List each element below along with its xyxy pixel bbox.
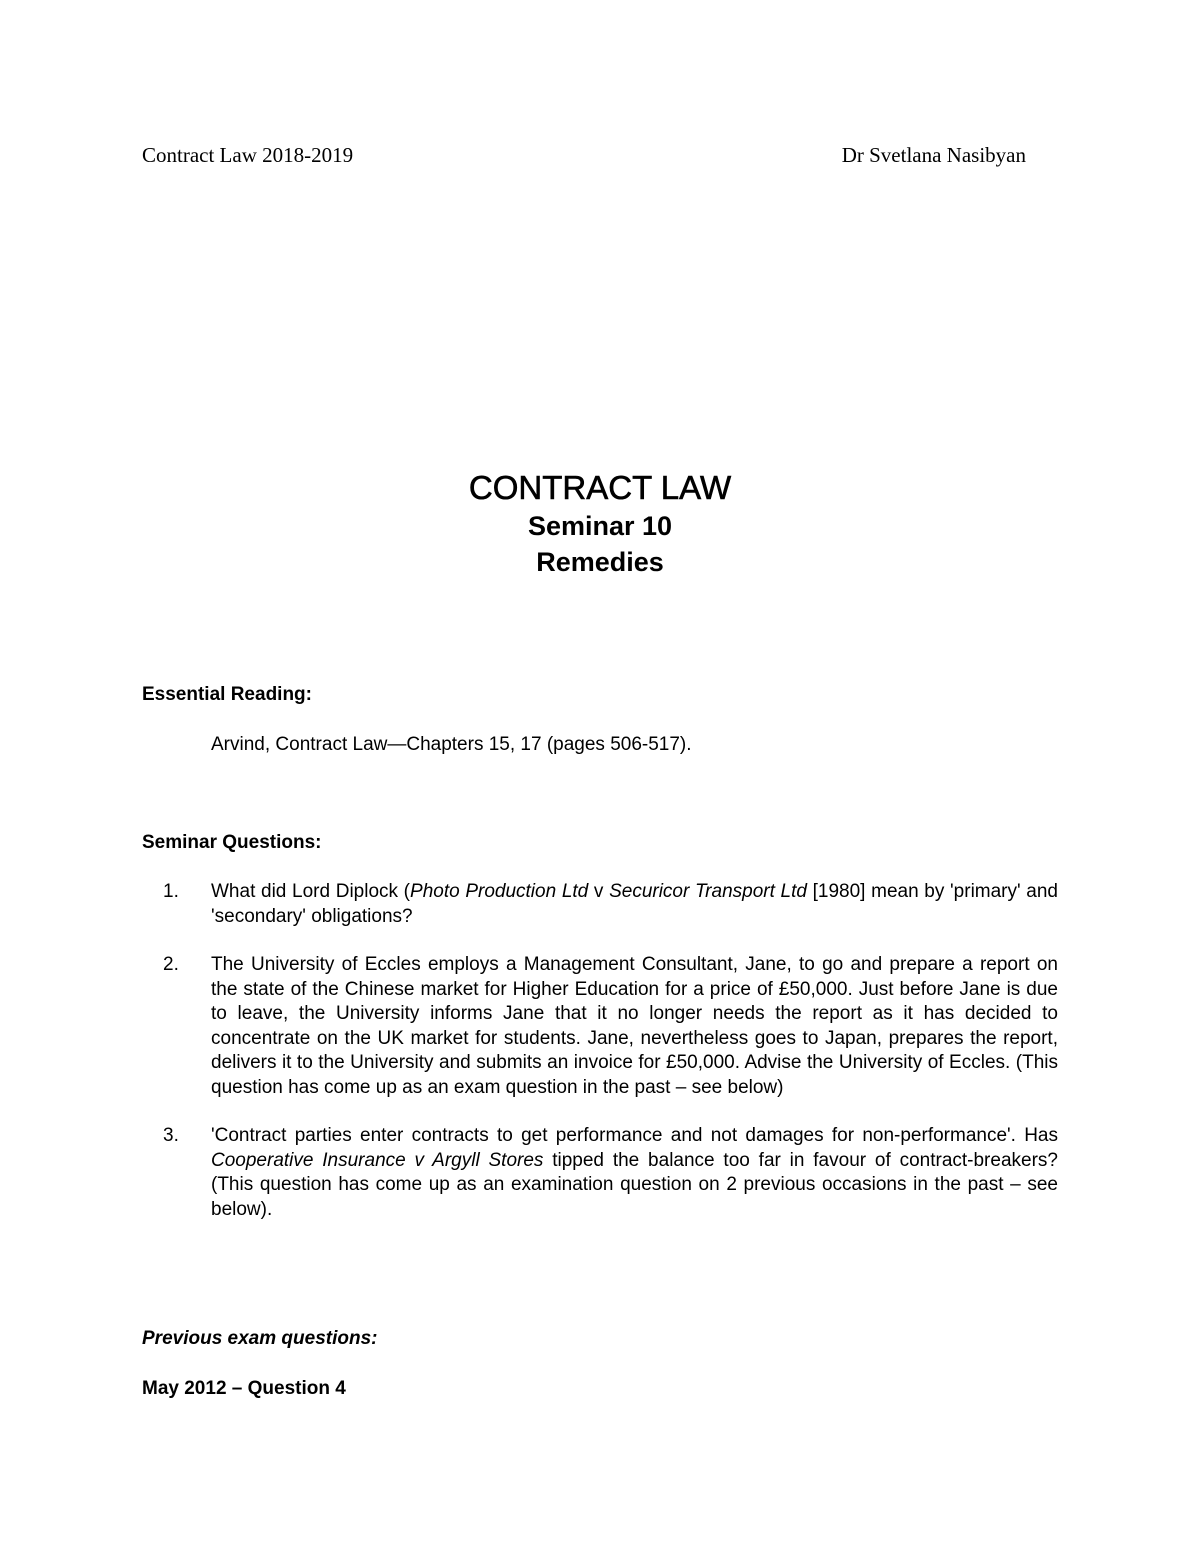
case-name: Securicor Transport Ltd [609, 881, 807, 902]
question-text: What did Lord Diplock (Photo Production Ltd v Securicor Transport Ltd [1980] mean by 'primary' and 'secondary' obligations? [211, 881, 1058, 927]
question-text: 'Contract parties enter contracts to get performance and not damages for non-performance'. Has Cooperative Insurance v Argyll Stores tipped the balance too far in favour of contract-breakers? (This question has come up as an examination question on 2 previous occasions in the past – see below). [211, 1125, 1058, 1220]
question-item [142, 1124, 1058, 1222]
question-item [142, 880, 1058, 929]
seminar-questions-list [142, 880, 1058, 1246]
title-block [0, 468, 1200, 580]
document-title: CONTRACT LAW [468, 469, 732, 506]
exam-question-heading: May 2012 – Question 4 [142, 1378, 346, 1399]
question-number: 3. [163, 1125, 179, 1146]
essential-reading-heading: Essential Reading: [142, 684, 312, 705]
seminar-number: Seminar 10 [527, 511, 673, 541]
lecturer-name: Dr Svetlana Nasibyan [841, 143, 1026, 167]
question-number: 2. [163, 954, 179, 975]
question-item [142, 953, 1058, 1100]
case-name: Cooperative Insurance v Argyll Stores [211, 1149, 544, 1171]
seminar-questions-heading: Seminar Questions: [142, 832, 322, 853]
seminar-topic: Remedies [536, 547, 664, 577]
course-title: Contract Law 2018-2019 [142, 143, 354, 167]
essential-reading-text: Arvind, Contract Law—Chapters 15, 17 (pages 506-517). [211, 734, 692, 755]
question-number: 1. [163, 881, 179, 902]
case-name: Photo Production Ltd [410, 881, 589, 902]
question-text: The University of Eccles employs a Management Consultant, Jane, to go and prepare a report on the state of the Chinese market for Higher Education for a price of £50,000. Just before Jane is due to leave, the University informs Jane that it no longer needs the report as it has decided to concentrate on the UK market for students. Jane, nevertheless goes to Japan, prepares the report, delivers it to the University and submits an invoice for £50,000. Advise the University of Eccles. (This question has come up as an exam question in the past – see below) [211, 954, 1058, 1098]
previous-exam-heading: Previous exam questions: [142, 1328, 378, 1349]
